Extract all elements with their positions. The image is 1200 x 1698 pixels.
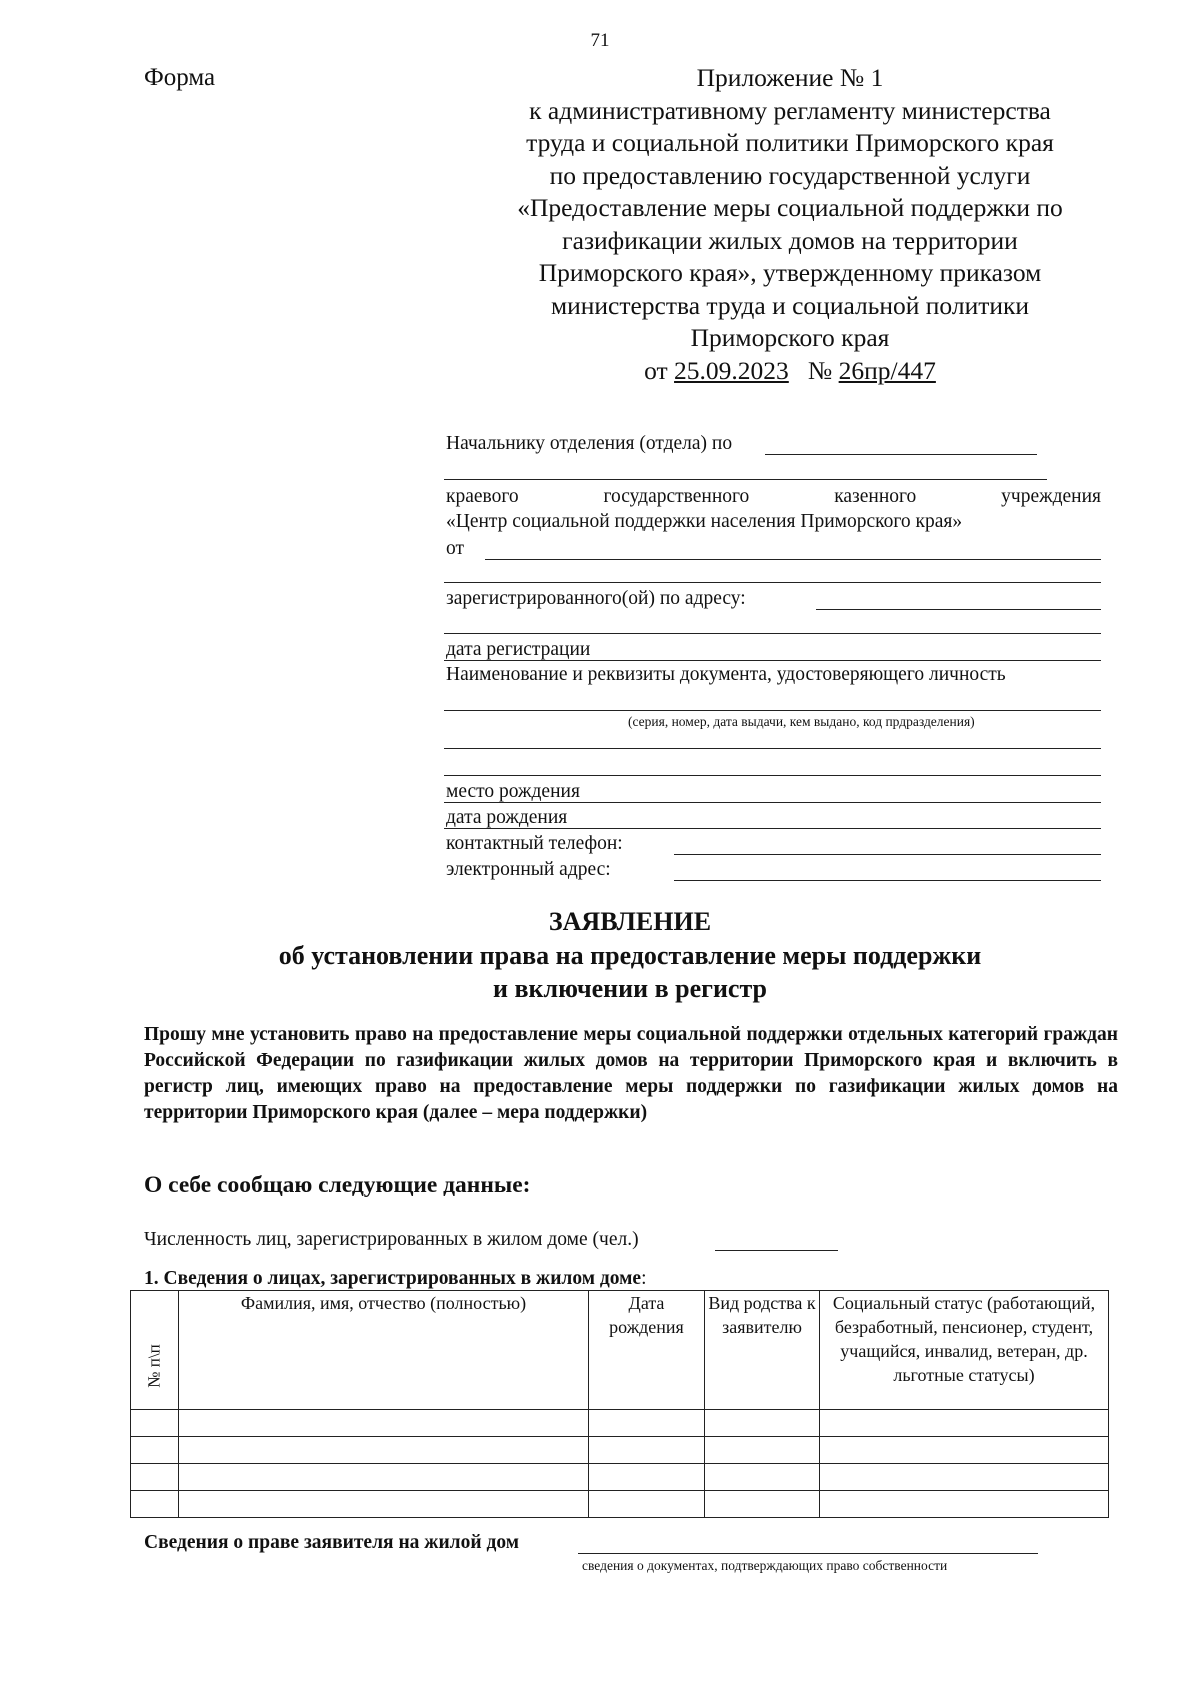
table-cell[interactable] (589, 1437, 705, 1464)
phone-label: контактный телефон: (446, 833, 623, 854)
id-document-hint: (серия, номер, дата выдачи, кем выдано, код прдразделения) (628, 714, 975, 729)
table-cell[interactable] (820, 1410, 1109, 1437)
table-cell[interactable] (820, 1464, 1109, 1491)
appendix-line: «Предоставление меры социальной поддержки по (517, 193, 1063, 222)
table-row (131, 1491, 1109, 1518)
statement-subtitle-2: и включении в регистр (492, 974, 768, 1003)
table-cell[interactable] (179, 1491, 589, 1518)
table-row (131, 1437, 1109, 1464)
table-row (131, 1464, 1109, 1491)
department-field[interactable] (444, 479, 1047, 480)
table-cell[interactable] (589, 1491, 705, 1518)
registration-date-label: дата регистрации (446, 639, 591, 660)
institution-name: «Центр социальной поддержки населения Приморского края» (446, 511, 963, 532)
col-header-birth-date: Дата рождения (589, 1291, 705, 1410)
inst-word: учреждения (1001, 486, 1101, 507)
col-header-name: Фамилия, имя, отчество (полностью) (179, 1291, 589, 1410)
birth-place-field[interactable] (444, 802, 1101, 803)
birth-place-label: место рождения (446, 781, 580, 802)
from-field-2[interactable] (444, 582, 1101, 583)
table-cell[interactable] (820, 1491, 1109, 1518)
table-cell[interactable] (705, 1410, 820, 1437)
statement-title: ЗАЯВЛЕНИЕ (548, 907, 712, 936)
registered-address-label: зарегистрированного(ой) по адресу: (446, 588, 746, 609)
id-document-field-3[interactable] (444, 775, 1101, 776)
id-document-label: Наименование и реквизиты документа, удостоверяющего личность (446, 664, 1006, 685)
registration-date-field[interactable] (444, 660, 1101, 661)
table-cell[interactable] (820, 1437, 1109, 1464)
address-field-2[interactable] (444, 633, 1101, 634)
from-field[interactable] (485, 559, 1101, 560)
col-header-number (131, 1291, 179, 1410)
table-cell[interactable] (131, 1491, 179, 1518)
order-number: 26пр/447 (838, 355, 936, 385)
table-row (131, 1410, 1109, 1437)
phone-field[interactable] (674, 854, 1101, 855)
table-cell[interactable] (589, 1464, 705, 1491)
order-date: 25.09.2023 (674, 355, 789, 385)
appendix-line: Приложение № 1 (696, 63, 884, 92)
email-field[interactable] (674, 880, 1101, 881)
appendix-line: труда и социальной политики Приморского края (526, 128, 1054, 157)
institution-words (446, 486, 1101, 508)
id-document-field-2[interactable] (444, 748, 1101, 749)
table-cell[interactable] (131, 1410, 179, 1437)
registered-address-field[interactable] (816, 609, 1101, 610)
from-label: от (446, 538, 465, 559)
inst-word: краевого (446, 486, 519, 507)
section-1-heading (144, 1268, 647, 1290)
ownership-label: Сведения о праве заявителя на жилой дом (144, 1532, 520, 1553)
order-date-line (450, 355, 1130, 388)
table-cell[interactable] (705, 1437, 820, 1464)
appendix-line: Приморского края (690, 323, 890, 352)
appendix-line: Приморского края», утвержденному приказом (538, 258, 1042, 287)
col-header-relation: Вид родства к заявителю (705, 1291, 820, 1410)
col-header-number-text: № п\п (144, 1344, 164, 1388)
ownership-field[interactable] (578, 1553, 1038, 1554)
birth-date-label: дата рождения (446, 807, 568, 828)
table-header-row (131, 1291, 1109, 1410)
page-number: 71 (590, 30, 610, 51)
table-cell[interactable] (131, 1437, 179, 1464)
section-1-colon: : (641, 1268, 647, 1289)
table-cell[interactable] (179, 1437, 589, 1464)
appendix-line: министерства труда и социальной политики (550, 290, 1030, 320)
table-cell[interactable] (179, 1464, 589, 1491)
number-prefix: № (807, 355, 833, 385)
date-prefix: от (644, 355, 668, 385)
inst-word: казенного (834, 486, 917, 507)
persons-table (130, 1290, 1109, 1518)
col-header-social-status: Социальный статус (работающий, безработный, пенсионер, студент, учащийся, инвалид, ветеран, др. льготные статусы) (820, 1291, 1109, 1410)
to-head-field[interactable] (765, 454, 1037, 455)
email-label: электронный адрес: (446, 859, 611, 880)
form-label: Форма (144, 64, 216, 91)
ownership-hint: сведения о документах, подтверждающих право собственности (582, 1558, 948, 1573)
appendix-line: к административному регламенту министерства (529, 95, 1051, 125)
section-1-title: 1. Сведения о лицах, зарегистрированных в жилом доме (144, 1268, 642, 1289)
statement-subtitle-1: об установлении права на предоставление меры поддержки (278, 941, 982, 970)
table-cell[interactable] (131, 1464, 179, 1491)
table-cell[interactable] (705, 1491, 820, 1518)
to-head-label: Начальнику отделения (отдела) по (446, 433, 733, 454)
about-me-heading: О себе сообщаю следующие данные: (144, 1172, 531, 1198)
birth-date-field[interactable] (444, 828, 1101, 829)
appendix-line: газификации жилых домов на территории (562, 225, 1018, 255)
table-cell[interactable] (179, 1410, 589, 1437)
residents-count-label: Численность лиц, зарегистрированных в жилом доме (чел.) (144, 1229, 639, 1250)
appendix-line: по предоставлению государственной услуги (549, 160, 1031, 190)
table-cell[interactable] (589, 1410, 705, 1437)
table-cell[interactable] (705, 1464, 820, 1491)
id-document-field[interactable] (444, 710, 1101, 711)
residents-count-field[interactable] (715, 1250, 838, 1251)
inst-word: государственного (603, 486, 750, 507)
request-paragraph: Прошу мне установить право на предоставление меры социальной поддержки отдельных категорий граждан Российской Федерации по газификации жилых домов на территории Приморского края и включить в регистр лиц, имеющих право на предоставление меры поддержки по газификации жилых домов на территории Приморского края (далее – мера поддержки) (144, 1024, 1118, 1123)
appendix-header (450, 62, 1130, 387)
